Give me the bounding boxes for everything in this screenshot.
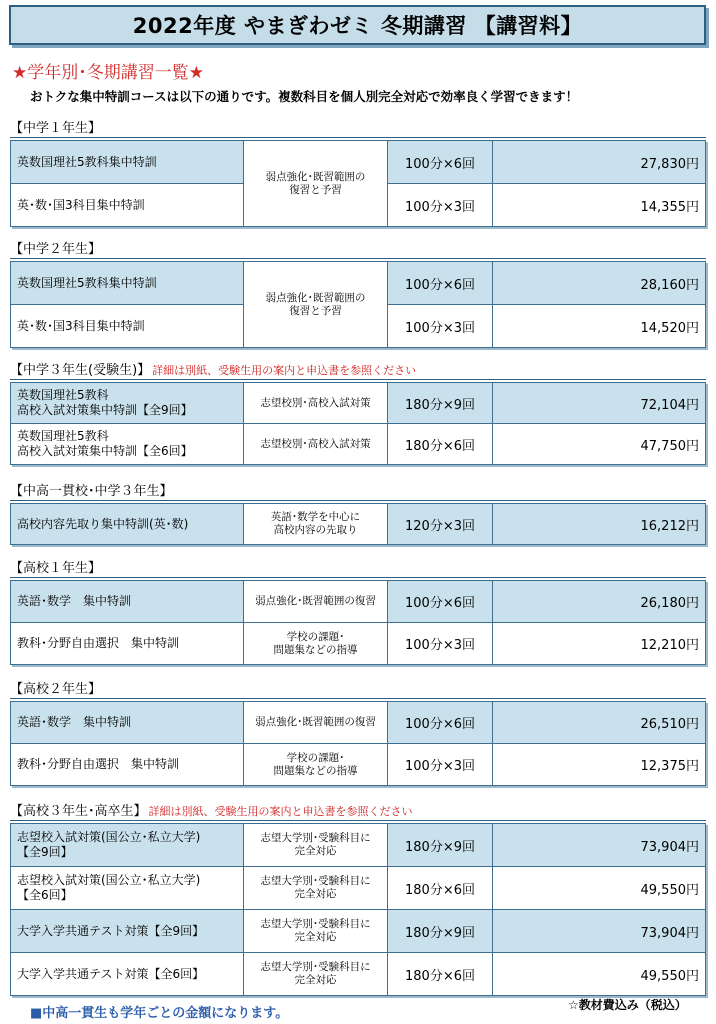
course-description: 弱点強化･既習範囲の 復習と予習 [244,141,388,227]
course-table [10,261,706,348]
course-duration: 100分×3回 [388,184,493,227]
course-description: 志望大学別･受験科目に 完全対応 [244,953,388,996]
course-price: 14,355円 [493,184,706,227]
course-table [10,701,706,786]
course-name: 英･数･国3科目集中特訓 [11,305,244,348]
course-price: 72,104円 [493,383,706,424]
table-row [11,744,706,786]
course-price: 14,520円 [493,305,706,348]
course-name: 英数国理社5教科 高校入試対策集中特訓【全9回】 [11,383,244,424]
course-name: 英･数･国3科目集中特訓 [11,184,244,227]
course-description: 志望校別･高校入試対策 [244,383,388,424]
course-duration: 100分×6回 [388,262,493,305]
course-price: 26,510円 [493,702,706,744]
course-price: 28,160円 [493,262,706,305]
course-price: 49,550円 [493,867,706,910]
course-table [10,140,706,227]
section-heading [10,120,101,138]
course-duration: 100分×3回 [388,623,493,665]
section-heading [10,803,413,821]
section-note: 詳細は別紙、受験生用の案内と申込書を参照ください [148,805,413,818]
course-name: 英語･数学 集中特訓 [11,581,244,623]
table-row [11,702,706,744]
course-description: 弱点強化･既習範囲の復習 [244,581,388,623]
course-duration: 180分×6回 [388,424,493,465]
course-name: 高校内容先取り集中特訓(英･数) [11,504,244,545]
course-price: 47,750円 [493,424,706,465]
course-duration: 120分×3回 [388,504,493,545]
section-rule [10,137,706,138]
section-heading-label: 【高校１年生】 [10,561,102,576]
course-description: 弱点強化･既習範囲の復習 [244,702,388,744]
intro-text: おトクな集中特訓コースは以下の通りです。複数科目を個人別完全対応で効率良く学習できます！ [30,89,579,104]
course-price: 16,212円 [493,504,706,545]
course-description: 志望大学別･受験科目に 完全対応 [244,867,388,910]
course-name: 英語･数学 集中特訓 [11,702,244,744]
course-duration: 100分×6回 [388,141,493,184]
table-row [11,623,706,665]
section-rule [10,820,706,821]
table-row [11,383,706,424]
course-price: 73,904円 [493,824,706,867]
course-duration: 180分×9回 [388,383,493,424]
course-name: 英数国理社5教科集中特訓 [11,262,244,305]
course-price: 27,830円 [493,141,706,184]
course-table [10,580,706,665]
footer-note-right: ☆教材費込み（税込） [568,998,687,1012]
section-heading [10,681,101,699]
section-heading [10,362,416,380]
table-row [11,581,706,623]
section-rule [10,577,706,578]
course-description: 志望大学別･受験科目に 完全対応 [244,910,388,953]
course-duration: 180分×9回 [388,910,493,953]
section-heading-label: 【中学１年生】 [10,121,102,136]
course-duration: 100分×6回 [388,581,493,623]
table-row [11,867,706,910]
course-table [10,823,706,996]
section-note: 詳細は別紙、受験生用の案内と申込書を参照ください [152,364,417,377]
table-row [11,824,706,867]
section-heading-label: 【高校２年生】 [10,682,102,697]
course-description: 学校の課題･ 問題集などの指導 [244,744,388,786]
course-duration: 100分×6回 [388,702,493,744]
course-price: 73,904円 [493,910,706,953]
course-table [10,503,706,545]
section-heading [10,241,101,259]
course-description: 学校の課題･ 問題集などの指導 [244,623,388,665]
course-name: 教科･分野自由選択 集中特訓 [11,623,244,665]
course-name: 志望校入試対策(国公立･私立大学) 【全9回】 [11,824,244,867]
course-table [10,382,706,465]
course-price: 12,375円 [493,744,706,786]
course-price: 12,210円 [493,623,706,665]
course-description: 弱点強化･既習範囲の 復習と予習 [244,262,388,348]
table-row [11,141,706,184]
section-subtitle: ★学年別･冬期講習一覧★ [12,63,204,83]
table-row [11,953,706,996]
table-row [11,504,706,545]
section-heading-label: 【中高一貫校･中学３年生】 [10,484,173,499]
course-name: 英数国理社5教科 高校入試対策集中特訓【全6回】 [11,424,244,465]
course-price: 49,550円 [493,953,706,996]
course-name: 大学入学共通テスト対策【全9回】 [11,910,244,953]
section-heading-label: 【高校３年生･高卒生】 [10,804,147,819]
course-name: 英数国理社5教科集中特訓 [11,141,244,184]
section-rule [10,500,706,501]
course-name: 志望校入試対策(国公立･私立大学) 【全6回】 [11,867,244,910]
section-heading-label: 【中学３年生(受験生)】 [10,363,151,378]
table-row [11,910,706,953]
section-rule [10,258,706,259]
section-heading [10,483,173,501]
course-duration: 100分×3回 [388,744,493,786]
footer-note-left: ■中高一貫生も学年ごとの金額になります。 [30,1006,289,1021]
course-duration: 180分×6回 [388,867,493,910]
course-description: 志望校別･高校入試対策 [244,424,388,465]
course-duration: 180分×9回 [388,824,493,867]
course-description: 英語･数学を中心に 高校内容の先取り [244,504,388,545]
course-duration: 180分×6回 [388,953,493,996]
table-row [11,424,706,465]
section-heading [10,560,101,578]
page-title: 2022年度 やまぎわゼミ 冬期講習 【講習料】 [9,5,706,45]
course-description: 志望大学別･受験科目に 完全対応 [244,824,388,867]
course-price: 26,180円 [493,581,706,623]
table-row [11,262,706,305]
section-rule [10,379,706,380]
section-rule [10,698,706,699]
course-duration: 100分×3回 [388,305,493,348]
section-heading-label: 【中学２年生】 [10,242,102,257]
course-name: 教科･分野自由選択 集中特訓 [11,744,244,786]
course-name: 大学入学共通テスト対策【全6回】 [11,953,244,996]
